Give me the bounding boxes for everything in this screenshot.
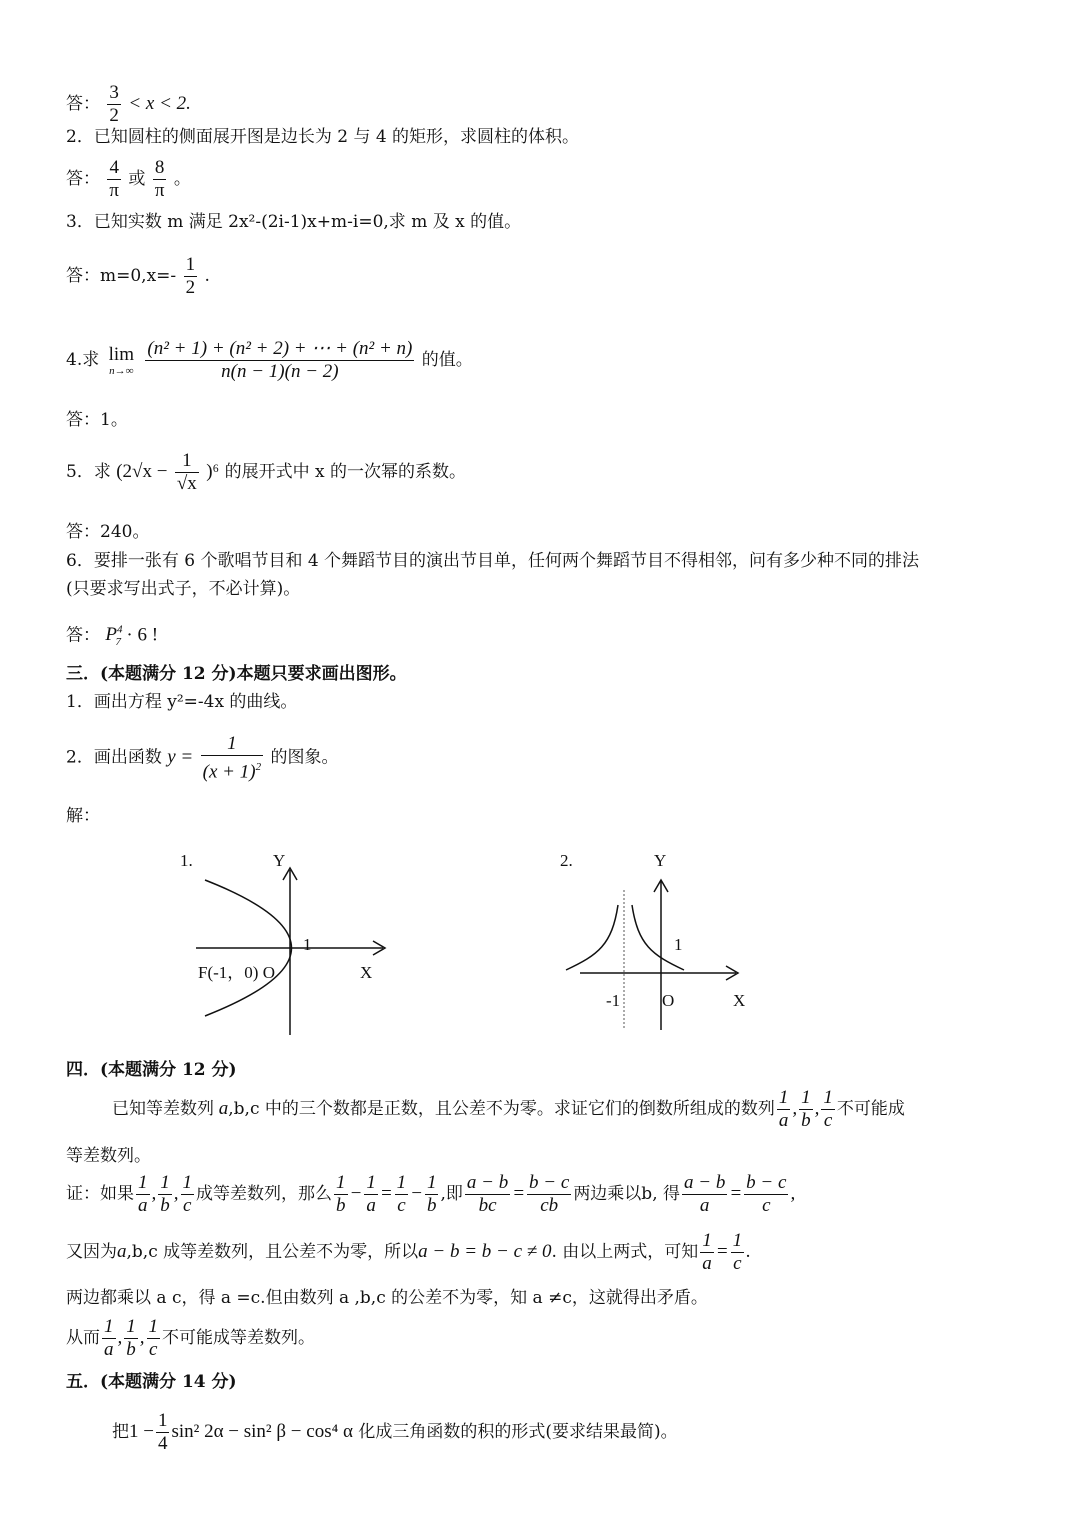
fraction-8-pi: $\frac{8}{\pi}$ <box>154 157 165 201</box>
question-5: 5．求 (2√x − $\frac{1}{√x}$ )⁶ 的展开式中 x 的一次幂的系数。 <box>66 450 466 494</box>
graph1-unit-label: 1 <box>303 935 312 954</box>
answer-2: 答： $\frac{4}{\pi}$ 或 $\frac{8}{\pi}$ 。 <box>66 157 191 201</box>
limit-fraction: $\frac{\text{(n² + 1) + (n² + 2) + ⋯ + (n² + n)}}{n(n - 1)(n - 2)}$ <box>147 338 413 382</box>
graph1-number: 1. <box>180 851 193 870</box>
question-3: 3．已知实数 m 满足 2x²-(2i-1)x+m-i=0,求 m 及 x 的值。 <box>66 212 522 232</box>
graph1-x-label: X <box>360 963 373 982</box>
section-4-problem: 已知等差数列 a,b,c 中的三个数都是正数，且公差不为零。求证它们的倒数所组成的数列 $\frac{1}{a}$ , $\frac{1}{b}$ , $\frac{1}{c}$ 不可能成 <box>112 1087 905 1131</box>
graph-parabola <box>170 840 400 1040</box>
answer-prev: 答： $\frac{3}{2}$ < x < 2. <box>66 82 191 126</box>
section-4-heading: 四．(本题满分 12 分) <box>66 1060 237 1080</box>
proof-conclusion: 从而 $\frac{1}{a}$ , $\frac{1}{b}$ , $\frac{1}{c}$ 不可能成等差数列。 <box>66 1316 315 1360</box>
section-5-heading: 五．(本题满分 14 分) <box>66 1372 237 1392</box>
graph2-origin-label: O <box>662 991 675 1010</box>
answer-6: 答： $P^4_7 \cdot 6$ ! <box>66 624 159 649</box>
section-3-heading: 三．(本题满分 12 分)本题只要求画出图形。 <box>66 664 407 684</box>
proof-line-1: 证：如果 $\frac{1}{a}$ , $\frac{1}{b}$ , $\frac{1}{c}$ 成等差数列，那么 $\frac{1}{b}$ − $\frac{1}{a}$ = $\frac{1}{c}$ − $\frac{1}{b}$ ,即 $\frac{a - b}{bc}$ = $\frac{b - c}{cb}$ 两边乘以b, 得 $\frac{a - b}{a}$ = $\frac{b - c}{c}$ , <box>66 1172 796 1216</box>
answer-3: 答：m=0,x=- $\frac{1}{2}$ . <box>66 254 210 298</box>
section-5-problem: 把1 − $\frac{1}{4}$ sin² 2α − sin² β − cos⁴ α 化成三角函数的积的形式(要求结果最简)。 <box>112 1410 678 1454</box>
proof-line-2: 又因为a,b,c 成等差数列，且公差不为零，所以a − b = b − c ≠ 0. 由以上两式，可知 $\frac{1}{a}$ = $\frac{1}{c}$ . <box>66 1230 751 1274</box>
section-3-item-1: 1．画出方程 y²=-4x 的曲线。 <box>66 692 298 712</box>
section-4-problem-cont: 等差数列。 <box>66 1146 151 1166</box>
graph2-number: 2. <box>560 851 573 870</box>
fraction-3-2: $\frac{3}{2}$ <box>109 82 119 126</box>
graph2-x-label: X <box>733 991 746 1010</box>
permutation-symbol: $P^4_7$ <box>105 624 123 649</box>
answer-4: 答：1。 <box>66 410 128 430</box>
answer-5: 答：240。 <box>66 522 150 542</box>
proof-line-3: 两边都乘以 a c，得 a =c.但由数列 a ,b,c 的公差不为零，知 a ≠c，这就得出矛盾。 <box>66 1288 708 1308</box>
limit-operator: lim n→∞ <box>108 343 134 377</box>
section-3-item-2: 2．画出函数 y = $\frac{1}{(x + 1)^2}$ 的图象。 <box>66 733 339 783</box>
curve-left-branch <box>566 905 618 970</box>
fraction-4-pi: $\frac{4}{\pi}$ <box>109 157 119 201</box>
question-2: 2．已知圆柱的侧面展开图是边长为 2 与 4 的矩形，求圆柱的体积。 <box>66 127 580 147</box>
graph1-focus-label: F(-1，0) O <box>198 963 275 982</box>
fraction-1-2: $\frac{1}{2}$ <box>185 254 196 298</box>
graph2-y-label: Y <box>654 851 667 870</box>
graph-reciprocal-square <box>550 840 760 1040</box>
graph2-neg1-label: -1 <box>606 991 621 1010</box>
fraction-1-4: $\frac{1}{4}$ <box>157 1410 168 1454</box>
graph1-y-label: Y <box>273 851 286 870</box>
question-6-line2: (只要求写出式子，不必计算)。 <box>66 579 301 599</box>
fraction-1-sqrt-x: $\frac{1}{√x}$ <box>176 450 197 494</box>
question-4: 4.求 lim n→∞ $\frac{\text{(n² + 1) + (n² + 2) + ⋯ + (n² + n)}}{n(n - 1)(n - 2)}$ 的值。 <box>66 338 473 382</box>
reciprocal-seq-1: $\frac{1}{a}$ , $\frac{1}{b}$ , $\frac{1}{c}$ <box>778 1087 833 1131</box>
solution-label: 解： <box>66 806 100 826</box>
graph2-unit-label: 1 <box>674 935 683 954</box>
function-fraction: $\frac{1}{(x + 1)^2}$ <box>202 733 262 783</box>
question-6-line1: 6．要排一张有 6 个歌唱节目和 4 个舞蹈节目的演出节目单，任何两个舞蹈节目不得相邻，问有多少种不同的排法 <box>66 551 920 571</box>
